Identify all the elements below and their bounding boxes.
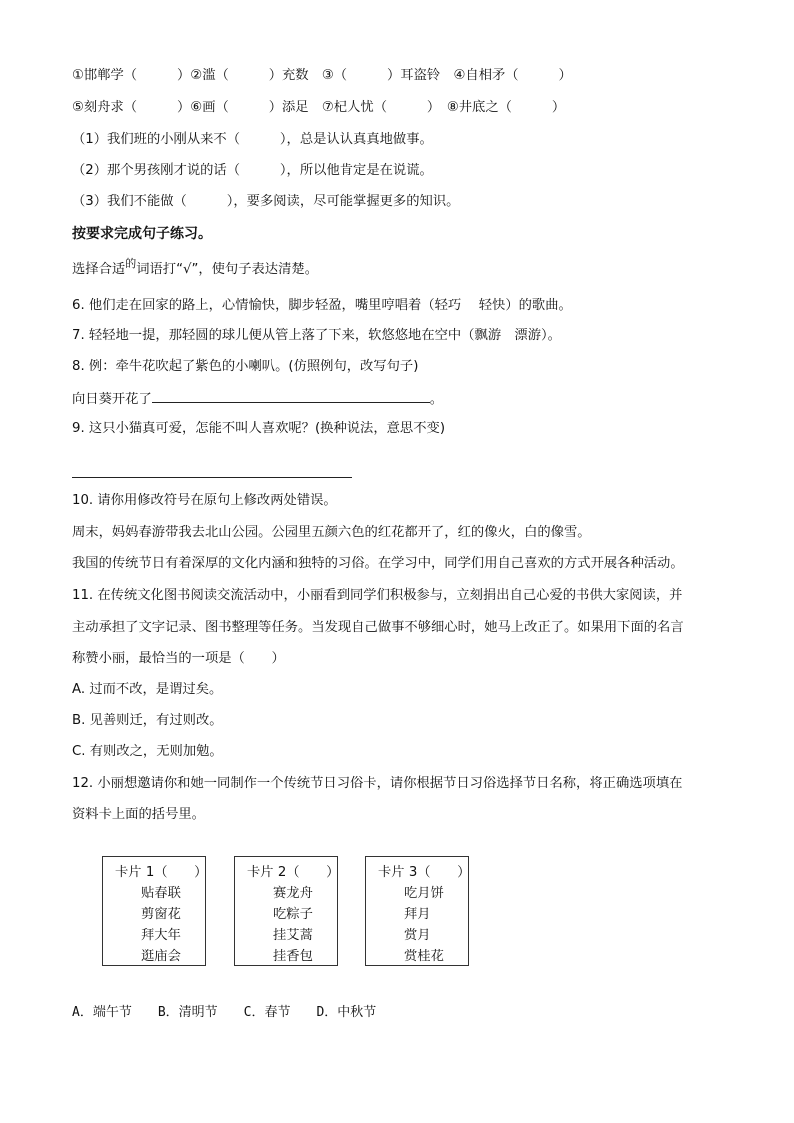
question-8-answer bbox=[72, 390, 443, 409]
question-11-option-a: A. 过而不改，是谓过矣。 bbox=[72, 682, 223, 697]
card-item: 拜月 bbox=[404, 907, 431, 922]
card-item: 剪窗花 bbox=[141, 907, 181, 922]
festival-card-3 bbox=[365, 856, 469, 966]
card-item: 挂香包 bbox=[273, 949, 313, 964]
instruction bbox=[72, 257, 318, 279]
question-7: 7. 轻轻地一提，那轻圆的球儿便从管上落了下来，软悠悠地在空中（飘游 漂游）。 bbox=[72, 328, 561, 343]
question-11-line-3: 称赞小丽，最恰当的一项是（ ） bbox=[72, 651, 285, 666]
fill-sentence-3: （3）我们不能做（ ），要多阅读，尽可能掌握更多的知识。 bbox=[72, 194, 460, 209]
card-item: 赏桂花 bbox=[404, 949, 444, 964]
idiom-line-1: ①邯郸学（ ）②滥（ ）充数 ③（ ）耳盗铃 ④自相矛（ ） bbox=[72, 68, 572, 83]
question-8: 8. 例：牵牛花吹起了紫色的小喇叭。(仿照例句，改写句子) bbox=[72, 359, 419, 374]
answer-suffix: 。 bbox=[429, 392, 444, 407]
instruction-sup: 的 bbox=[125, 257, 137, 270]
question-9: 9. 这只小猫真可爱，怎能不叫人喜欢呢？(换种说法，意思不变) bbox=[72, 421, 446, 436]
question-12-line-1: 12. 小丽想邀请你和她一同制作一个传统节日习俗卡，请你根据节日习俗选择节日名称，将正确选项填在 bbox=[72, 776, 683, 791]
question-10-sentence-2: 我国的传统节日有着深厚的文化内涵和独特的习俗。在学习中，同学们用自己喜欢的方式开展各种活动。 bbox=[72, 556, 684, 571]
card-item: 逛庙会 bbox=[141, 949, 181, 964]
answer-blank[interactable] bbox=[152, 390, 430, 403]
instruction-post: 词语打“√”，使句子表达清楚。 bbox=[136, 262, 318, 277]
question-11-line-1: 11. 在传统文化图书阅读交流活动中，小丽看到同学们积极参与，立刻捐出自己心爱的书供大家阅读，并 bbox=[72, 588, 683, 603]
idiom-line-2: ⑤刻舟求（ ）⑥画（ ）添足 ⑦杞人忧（ ） ⑧井底之（ ） bbox=[72, 100, 566, 115]
card-title: 卡片 2（ ） bbox=[247, 865, 340, 880]
card-item: 贴春联 bbox=[141, 886, 181, 901]
card-item: 赛龙舟 bbox=[273, 886, 313, 901]
festival-card-1 bbox=[102, 856, 206, 966]
card-title: 卡片 3（ ） bbox=[378, 865, 471, 880]
card-item: 挂艾蒿 bbox=[273, 928, 313, 943]
card-item: 赏月 bbox=[404, 928, 431, 943]
card-item: 吃粽子 bbox=[273, 907, 313, 922]
question-12-options: A．端午节 B．清明节 C．春节 D．中秋节 bbox=[72, 1005, 377, 1020]
question-11-option-b: B. 见善则迁，有过则改。 bbox=[72, 713, 223, 728]
festival-card-2 bbox=[234, 856, 338, 966]
card-item: 吃月饼 bbox=[404, 886, 444, 901]
fill-sentence-1: （1）我们班的小刚从来不（ ），总是认认真真地做事。 bbox=[72, 132, 433, 147]
question-10-sentence-1: 周末，妈妈春游带我去北山公园。公园里五颜六色的红花都开了，红的像火，白的像雪。 bbox=[72, 525, 591, 540]
card-item: 拜大年 bbox=[141, 928, 181, 943]
question-11-line-2: 主动承担了文字记录、图书整理等任务。当发现自己做事不够细心时，她马上改正了。如果用下面的名言 bbox=[72, 620, 684, 635]
question-12-line-2: 资料卡上面的括号里。 bbox=[72, 807, 205, 822]
question-9-answer-line[interactable] bbox=[72, 477, 352, 478]
instruction-pre: 选择合适 bbox=[72, 262, 126, 277]
answer-prefix: 向日葵开花了 bbox=[72, 392, 152, 407]
question-11-option-c: C. 有则改之，无则加勉。 bbox=[72, 744, 223, 759]
question-10: 10. 请你用修改符号在原句上修改两处错误。 bbox=[72, 493, 337, 508]
fill-sentence-2: （2）那个男孩刚才说的话（ ），所以他肯定是在说谎。 bbox=[72, 163, 433, 178]
card-title: 卡片 1（ ） bbox=[115, 865, 208, 880]
section-title: 按要求完成句子练习。 bbox=[72, 226, 212, 242]
question-6: 6. 他们走在回家的路上，心情愉快，脚步轻盈，嘴里哼唱着（轻巧 轻快）的歌曲。 bbox=[72, 298, 572, 313]
